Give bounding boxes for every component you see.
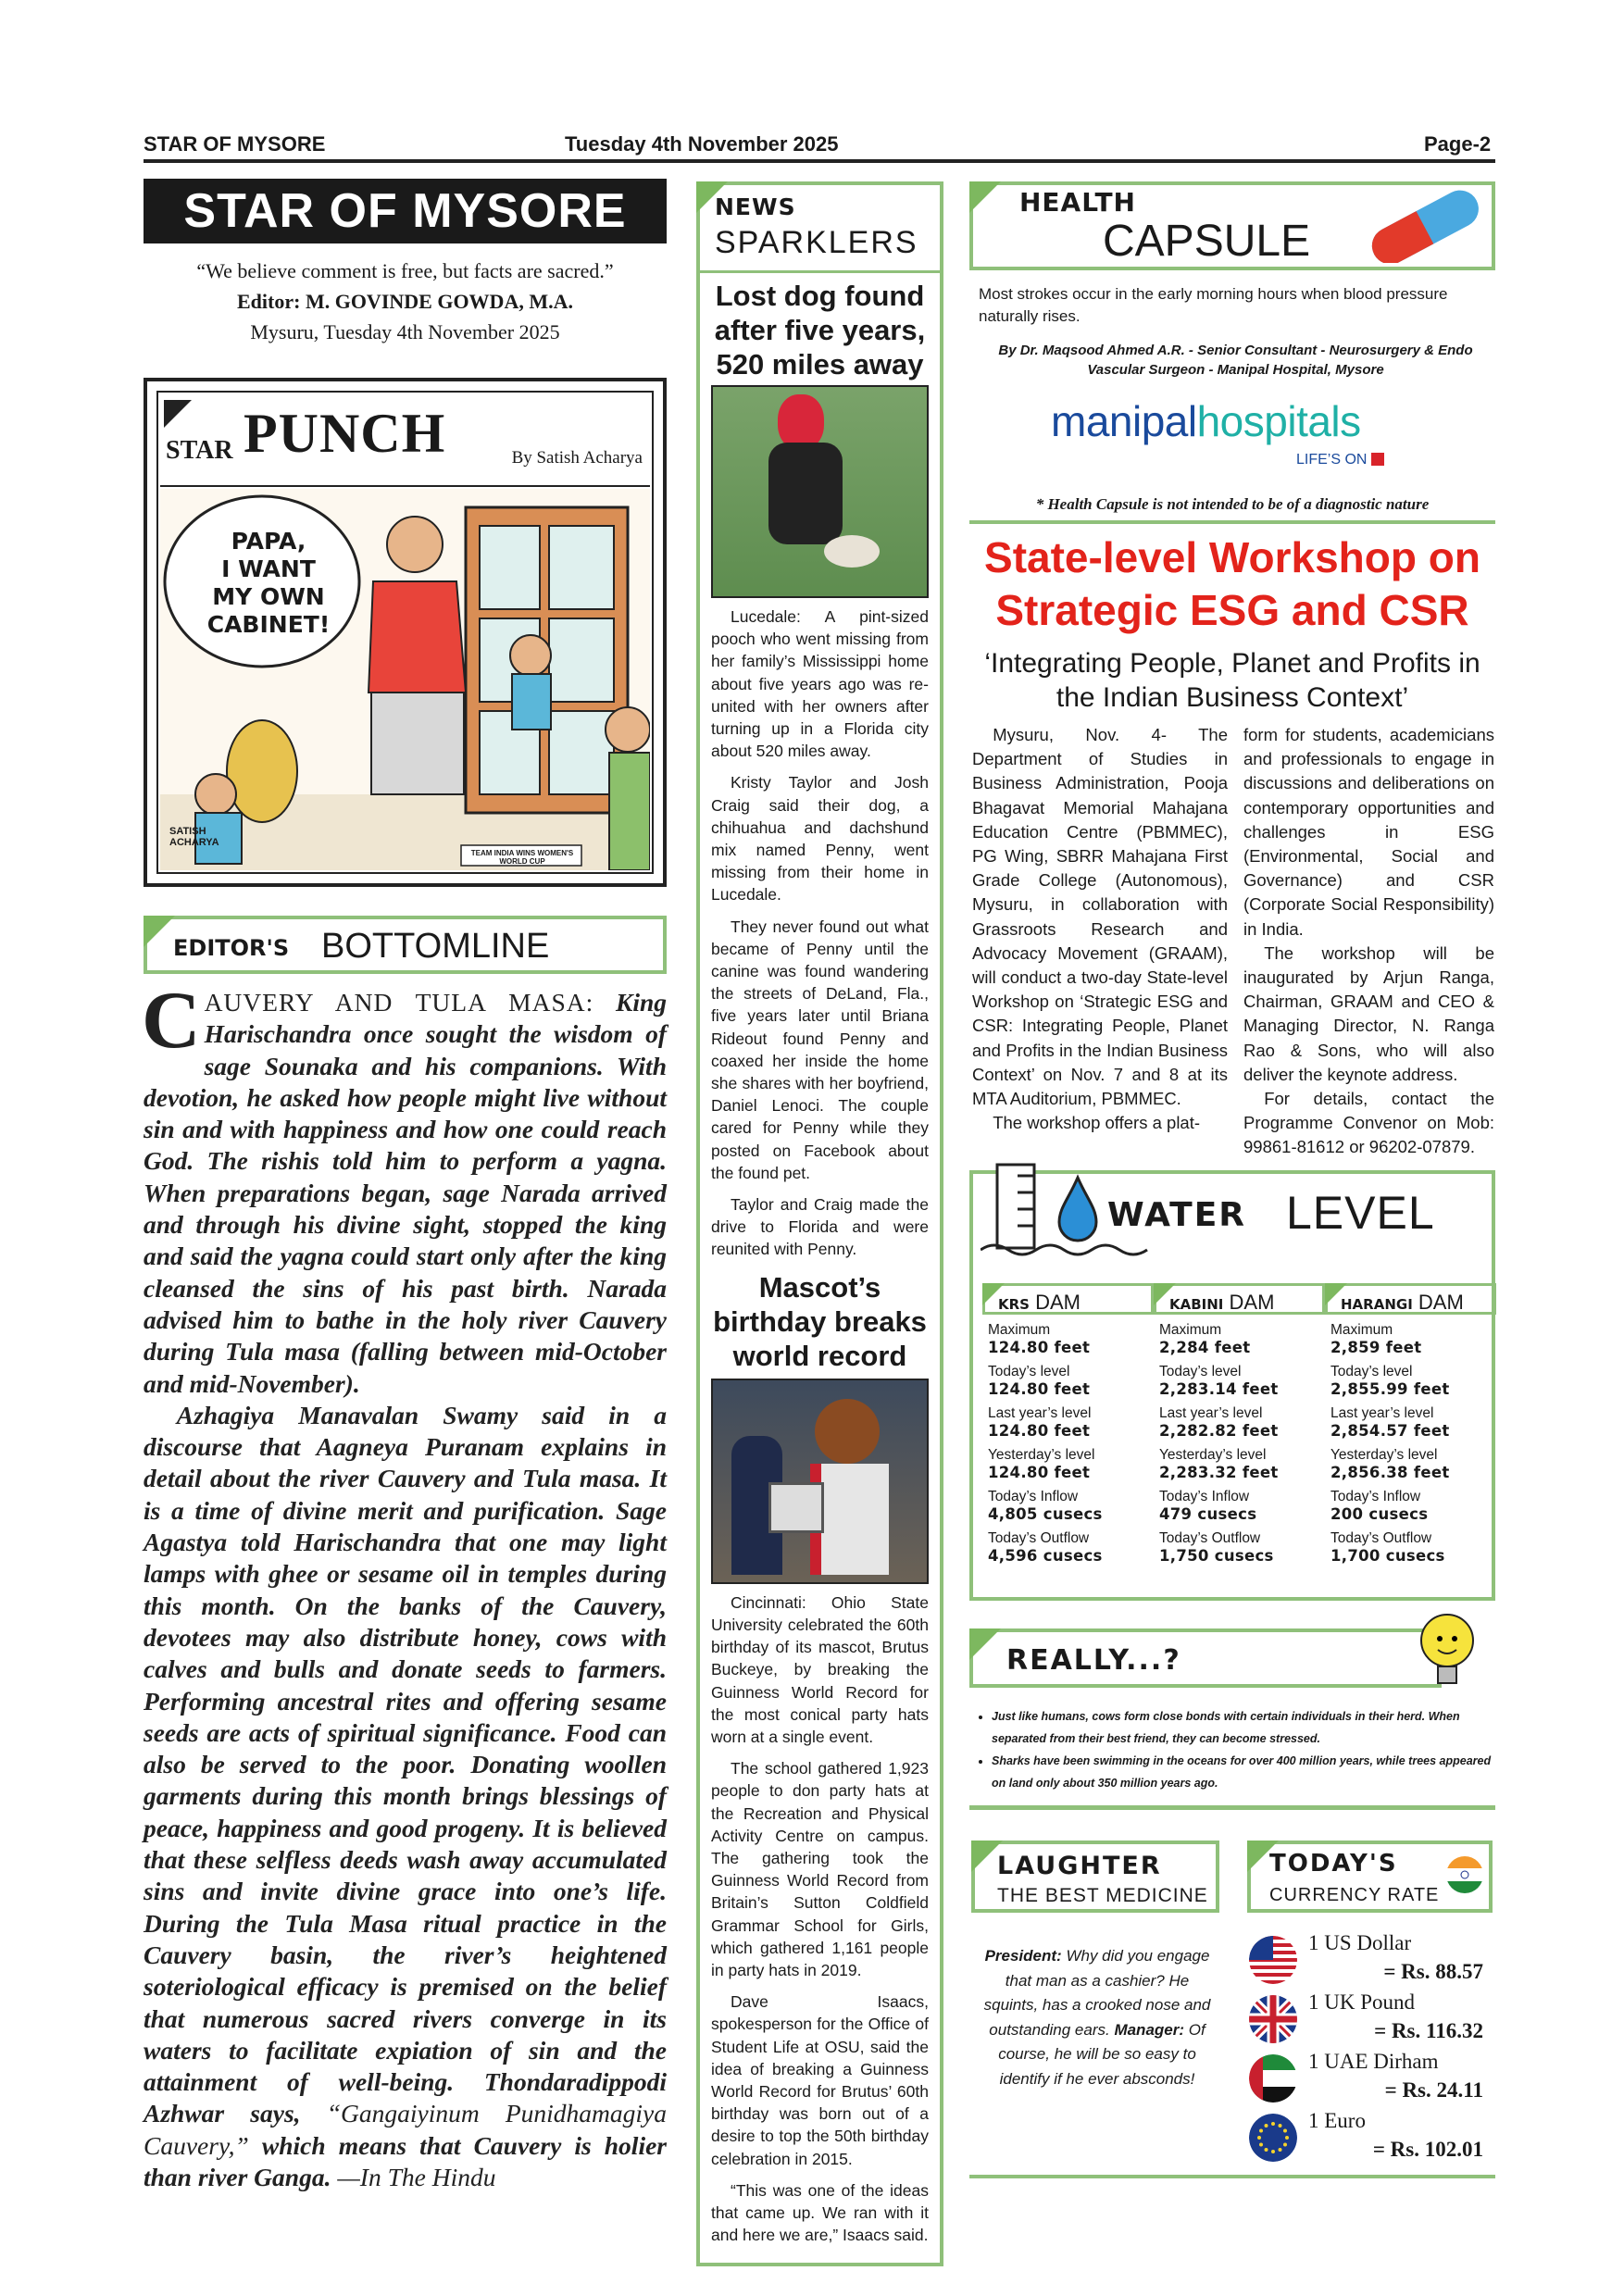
uk-flag-icon [1249, 1995, 1297, 2043]
currency-unit: 1 Euro [1308, 2109, 1366, 2132]
motto: “We believe comment is free, but facts are sacred.” [196, 259, 614, 282]
dam-row-value: 2,282.82 feet [1159, 1422, 1279, 1440]
dam-row-label: Last year’s level [1159, 1405, 1263, 1421]
editorial-paragraph-end: which means that Cauvery is holier than river Ganga. [144, 2130, 667, 2191]
laughter-label-bold: LAUGHTER [997, 1852, 1162, 1880]
header-rule [144, 159, 1495, 163]
currency-row [1247, 1930, 1493, 1990]
dog-photo [711, 385, 929, 598]
editorial-paragraph: Azhagiya Manavalan Swamy said in a discourse that Aagneya Puranam explains in detail about the river Cauvery and Tula masa. It is a time of divine merit and purification. Sage Agastya told Harischandra that one may light lamps with ghee or sesame oil in temples during this month. On the banks of the Cauvery, devotees may also distribute honey, cows with calves and bulls and donate seeds to farmers. Performing ancestral rites and offering sesame seeds are acts of spiritual significance. Food can also be served to the poor. Donating woollen garments during this month brings blessings of peace, happiness and good progeny. It is believed that these selfless deeds wash away accumulated sins and invite divine grace into one’s life. During the Tula Masa ritual practice in the Cauvery basin, the river’s heightened soteriological efficacy is premised on the belief that numerous sacred rivers converge in its waters to facilitate expiation of sin and the attainment of well-being. Thondaradippodi Azhwar says, [144, 1400, 667, 2128]
editorial-label-bold: EDITOR'S [173, 935, 290, 961]
joke-speaker: President: [984, 1947, 1062, 1965]
eu-flag-icon [1249, 2114, 1297, 2162]
currency-unit: 1 UK Pound [1308, 1990, 1416, 2014]
dam-suffix: DAM [1418, 1291, 1464, 1314]
currency-label-bold: TODAY'S [1269, 1850, 1398, 1878]
currency-header [1247, 1841, 1493, 1913]
dam-row-label: Today’s level [988, 1364, 1070, 1379]
bubble-line: MY OWN [212, 583, 325, 610]
dam-row-value: 1,750 cusecs [1159, 1547, 1274, 1565]
really-label: REALLY...? [1006, 1644, 1181, 1677]
news-sparklers-box [696, 181, 943, 2266]
dam-row-label: Today’s Outflow [1159, 1530, 1261, 1546]
dam-row-value: 2,283.32 feet [1159, 1464, 1279, 1481]
dam-row-value: 1,700 cusecs [1330, 1547, 1445, 1565]
health-text: Most strokes occur in the early morning hours when blood pressure naturally rises. [979, 285, 1448, 325]
joke-line: Of course, he will be so easy to identify if he ever absconds! [998, 2020, 1206, 2088]
dam-suffix: DAM [1035, 1291, 1081, 1314]
cartoonist-signature: SATISH ACHARYA [169, 826, 219, 848]
tagline-text: LIFE’S ON [1296, 452, 1368, 468]
health-byline: By Dr. Maqsood Ahmed A.R. - Senior Consultant - Neurosurgery & Endo Vascular Surgeon - Manipal Hospital, Mysore [998, 343, 1473, 378]
bubble-line: I WANT [221, 555, 316, 582]
paper-name: STAR OF MYSORE [144, 132, 326, 156]
health-label: CAPSULE [1103, 217, 1311, 266]
really-header [969, 1628, 1442, 1688]
joke-line: Why did you engage that man as a cashier? He squints, has a crooked nose and outstanding ears. [983, 1947, 1211, 2039]
dam-row-value: 124.80 feet [988, 1339, 1091, 1356]
dam-row-label: Today’s Inflow [1159, 1489, 1250, 1504]
currency-value: = Rs. 24.11 [1384, 2078, 1483, 2102]
mascot-photo [711, 1379, 929, 1584]
story2-body [711, 1591, 929, 2247]
editorial-label: BOTTOMLINE [321, 927, 550, 966]
dam-row-label: Last year’s level [1330, 1405, 1434, 1421]
currency-row [1247, 2049, 1493, 2108]
currency-list [1247, 1930, 1493, 2167]
dam-row-value: 2,859 feet [1330, 1339, 1422, 1356]
dam-row-value: 2,855.99 feet [1330, 1380, 1450, 1398]
dam-column [982, 1283, 1154, 1565]
fact-item: • Sharks have been swimming in the oceans for over 400 million years, while trees appeared on land only about 350 million years ago. [992, 1750, 1495, 1794]
water-label-bold: WATER [1107, 1196, 1247, 1234]
dam-row-value: 124.80 feet [988, 1464, 1091, 1481]
dam-header [1325, 1283, 1496, 1315]
editorial-body [142, 976, 668, 2193]
workshop-paragraph: Mysuru, Nov. 4- The Department of Studies in Business Administration, Pooja Bhagavat Memorial Mahajana Education Centre (PBMMEC), PG Wing, SBRR Mahajana First Grade College (Autonomous), Mysuru, in collaboration with Grassroots Research and Advocacy Movement (GRAAM), will conduct a two-day State-level Workshop on ‘Strategic ESG and CSR: Integrating People, Planet and Profits in the Indian Business Context’ on Nov. 7 and 8 at its MTA Auditorium, PBMMEC. [972, 725, 1228, 1109]
drop-cap: C [142, 976, 201, 1066]
currency-value: = Rs. 116.32 [1374, 2019, 1483, 2042]
workshop-col1 [972, 723, 1228, 1135]
health-disclaimer: * Health Capsule is not intended to be of a diagnostic nature [1035, 495, 1430, 513]
workshop-subtitle: ‘Integrating People, Planet and Profits in the Indian Business Context’ [984, 648, 1480, 713]
workshop-col2 [1243, 723, 1494, 1160]
dam-header [1154, 1283, 1325, 1315]
story1-body [711, 605, 929, 1261]
laughter-header [971, 1841, 1219, 1913]
editorial-header [144, 916, 667, 974]
dam-row-value: 124.80 feet [988, 1380, 1091, 1398]
logo-part: hospitals [1196, 397, 1361, 445]
dateline: Mysuru, Tuesday 4th November 2025 [250, 320, 560, 343]
dam-columns [982, 1283, 1487, 1565]
dam-column [1325, 1283, 1496, 1565]
dam-row-label: Last year’s level [988, 1405, 1092, 1421]
workshop-headline: State-level Workshop on Strategic ESG and CSR [984, 533, 1480, 634]
dam-row-label: Maximum [1330, 1322, 1393, 1338]
masthead-info [144, 256, 667, 347]
fact-item: • Just like humans, cows form close bonds with certain individuals in their herd. When separated from their best friend, they can become stressed. [992, 1705, 1495, 1750]
logo-part: manipal [1051, 397, 1197, 445]
workshop-paragraph: For details, contact the Programme Convenor on Mob: 99861-81612 or 96202-07879. [1243, 1089, 1494, 1157]
dam-row-value: 2,284 feet [1159, 1339, 1251, 1356]
dam-row-value: 124.80 feet [988, 1422, 1091, 1440]
dam-row-label: Yesterday’s level [988, 1447, 1095, 1463]
cartoon-byline: By Satish Acharya [511, 448, 643, 468]
joke-speaker: Manager: [1114, 2020, 1185, 2039]
dam-row-label: Today’s Inflow [1330, 1489, 1421, 1504]
dam-row-value: 2,854.57 feet [1330, 1422, 1450, 1440]
editorial-paragraph: King Harischandra once sought the wisdom of sage Sounaka and his companions. With devotion, he asked how people might live without sin and with happiness and how one could reach God. The rishis told him to perform a yagna. When preparations began, sage Narada arrived and through his divine sight, stopped the king and said the yagna could start only after the king cleansed the sins of his past birth. Narada advised him to bathe in the holy river Cauvery during Tula masa (falling between mid-October and mid-November). [144, 988, 668, 1398]
story-paragraph: The school gathered 1,923 people to don party hats at the Recreation and Physical Activity Centre on campus. The gathering took the Guinness World Record from Britain’s Sutton Coldfield Grammar School for Girls, which gathered 1,161 people in party hats in 2019. [711, 1759, 929, 1979]
capsule-pill-icon [1357, 189, 1492, 263]
dam-row-label: Today’s Inflow [988, 1489, 1079, 1504]
dam-row-label: Maximum [1159, 1322, 1222, 1338]
story-paragraph: “This was one of the ideas that came up. We ran with it and here we are,” Isaacs said. [711, 2180, 929, 2245]
water-level-box [969, 1170, 1495, 1601]
masthead-logo: STAR OF MYSORE [144, 179, 667, 243]
dam-row-value: 4,805 cusecs [988, 1505, 1103, 1523]
dam-row-value: 4,596 cusecs [988, 1547, 1103, 1565]
currency-unit: 1 US Dollar [1308, 1931, 1412, 1954]
dam-header [982, 1283, 1154, 1315]
punch-label: PUNCH [244, 403, 446, 464]
editorial-quote: “Gangaiyinum Punidhamagiya Cauvery,” [144, 2099, 667, 2160]
dam-row-label: Maximum [988, 1322, 1051, 1338]
star-label: STAR [166, 436, 233, 465]
page-number: Page-2 [1424, 132, 1492, 156]
dam-row-label: Yesterday’s level [1159, 1447, 1267, 1463]
manipal-cross-icon [1371, 453, 1384, 466]
dam-name: HARANGI [1341, 1296, 1413, 1313]
story-paragraph: Lucedale: A pint-sized pooch who went missing from her family’s Mississippi home about five years ago was re-united with her owners after turning up in a Florida city about 520 miles away. [711, 607, 929, 761]
speech-bubble-text [199, 528, 338, 639]
currency-row [1247, 1990, 1493, 2049]
health-label-bold: HEALTH [1019, 187, 1136, 218]
dam-row-value: 2,283.14 feet [1159, 1380, 1279, 1398]
workshop-paragraph: The workshop offers a plat- [993, 1113, 1201, 1133]
workshop-paragraph: form for students, academicians and professionals to engage in discussions and deliberations on contemporary opportunities and challenges in ESG (Environmental, Social and Governance) and CSR (Corporate Social Responsibility) in India. [1243, 725, 1494, 939]
editorial-lead: AUVERY AND TULA MASA: [204, 988, 594, 1017]
water-label: LEVEL [1286, 1187, 1435, 1239]
workshop-paragraph: The workshop will be inaugurated by Arjun Ranga, Chairman, GRAAM and CEO & Managing Director, N. Ranga Rao & Sons, who will also deliver the keynote address. [1243, 942, 1494, 1084]
bubble-line: CABINET! [206, 611, 331, 638]
lightbulb-icon [1412, 1609, 1486, 1692]
dam-row-value: 200 cusecs [1330, 1505, 1429, 1523]
issue-date: Tuesday 4th November 2025 [565, 132, 839, 156]
story-paragraph: Taylor and Craig made the drive to Florida and were reunited with Penny. [711, 1195, 929, 1259]
dam-name: KABINI [1169, 1296, 1224, 1313]
story-paragraph: Dave Isaacs, spokesperson for the Office of Student Life at OSU, said the idea of breaking a Guinness World Record for Brutus’ 60th birthday was born out of a desire to top the 50th birthday celebration in 2015. [711, 1992, 929, 2168]
dam-row-label: Today’s Outflow [988, 1530, 1090, 1546]
news-label-bold: NEWS [715, 193, 796, 220]
dam-name: KRS [998, 1296, 1030, 1313]
corner-triangle [164, 400, 192, 428]
currency-unit: 1 UAE Dirham [1308, 2050, 1439, 2073]
trophy-plaque: TEAM INDIA WINS WOMEN'S WORLD CUP [470, 849, 574, 866]
manipal-logo [1051, 396, 1361, 446]
currency-label: CURRENCY RATE [1269, 1885, 1440, 1905]
editor: Editor: M. GOVINDE GOWDA, M.A. [237, 290, 573, 313]
dam-row-label: Yesterday’s level [1330, 1447, 1438, 1463]
bubble-line: PAPA, [231, 528, 306, 555]
dam-row-label: Today’s Outflow [1330, 1530, 1432, 1546]
manipal-tagline [1296, 452, 1384, 468]
uae-flag-icon [1249, 2054, 1297, 2103]
star-punch-cartoon [144, 378, 667, 887]
story-paragraph: Kristy Taylor and Josh Craig said their dog, a chihuahua and dachshund mix named Penny, went missing from their home in Lucedale. [711, 773, 929, 905]
story-paragraph: Cincinnati: Ohio State University celebrated the 60th birthday of its mascot, Brutus Buckeye, by breaking the Guinness World Record for the most conical party hats worn at a single event. [711, 1592, 929, 1746]
dam-row-value: 2,856.38 feet [1330, 1464, 1450, 1481]
editorial-source: —In The Hindu [337, 2162, 496, 2191]
dam-suffix: DAM [1229, 1291, 1275, 1314]
news-header [715, 185, 940, 270]
news-label: SPARKLERS [715, 225, 918, 260]
currency-value: = Rs. 88.57 [1383, 1960, 1483, 1983]
really-facts [968, 1705, 1495, 1794]
health-capsule-header [969, 181, 1495, 270]
dam-row-value: 479 cusecs [1159, 1505, 1257, 1523]
story2-headline: Mascot’s birthday breaks world record [713, 1270, 927, 1372]
dam-row-label: Today’s level [1330, 1364, 1413, 1379]
india-flag-icon [1445, 1855, 1484, 1894]
currency-value: = Rs. 102.01 [1372, 2138, 1483, 2161]
us-flag-icon [1249, 1936, 1297, 1984]
joke-text [981, 1944, 1213, 2091]
dam-row-label: Today’s level [1159, 1364, 1242, 1379]
dam-column [1154, 1283, 1325, 1565]
laughter-label: THE BEST MEDICINE [997, 1885, 1208, 1906]
currency-row [1247, 2108, 1493, 2167]
story-paragraph: They never found out what became of Penny until the canine was found wandering the streets of DeLand, Fla., five years later until Briana Rideout found Penny and coaxed her inside the home she shares with her boyfriend, Daniel Lenoci. The couple cared for Penny while they posted on Facebook about the found pet. [711, 917, 929, 1182]
story1-headline: Lost dog found after five years, 520 miles away [714, 280, 926, 381]
